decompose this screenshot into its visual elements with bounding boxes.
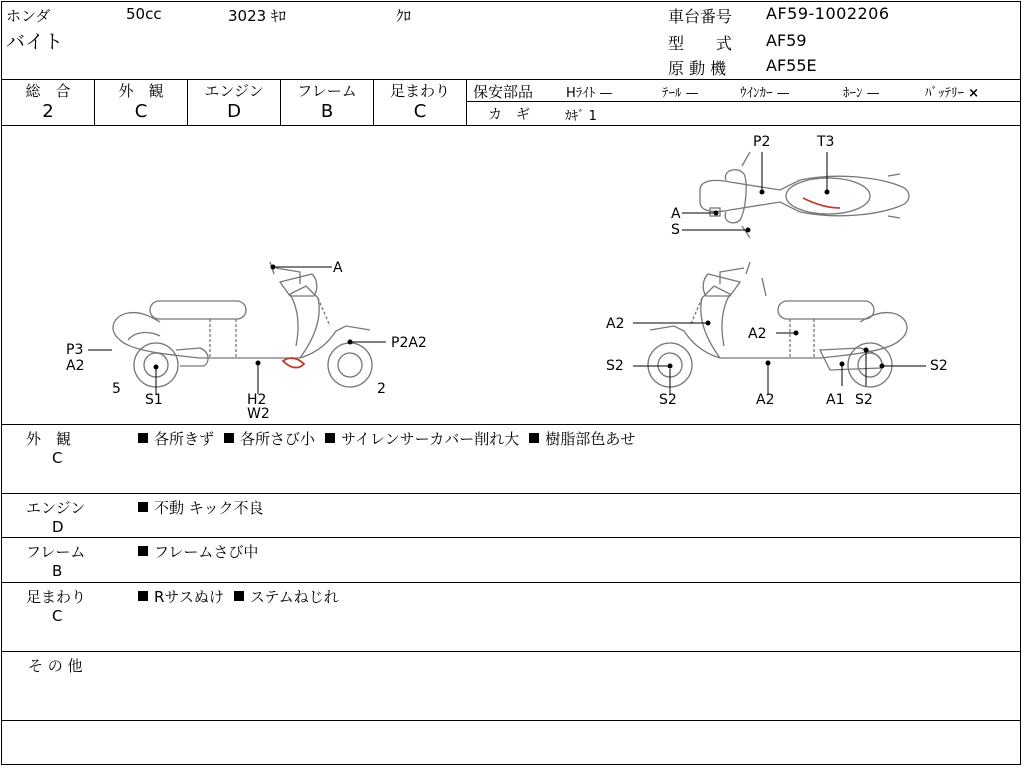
damage-mark xyxy=(283,358,304,367)
divider xyxy=(1,424,1021,425)
label-right-s2-muffler: S2 xyxy=(855,392,873,408)
part-winker: ｳｲﾝｶｰ — xyxy=(740,86,790,101)
label-left-p2a2: P2A2 xyxy=(391,335,427,351)
divider xyxy=(1,720,1021,721)
remark-grade-exterior: C xyxy=(52,449,63,467)
remark-label-frame: フレーム xyxy=(26,543,86,561)
label-left-a2: A2 xyxy=(66,358,85,374)
divider xyxy=(466,101,1021,102)
divider xyxy=(1,651,1021,652)
remark-grade-suspension: C xyxy=(52,607,63,625)
remark-label-suspension: 足まわり xyxy=(26,588,87,606)
damage-diagram xyxy=(0,126,1024,424)
grade-label-engine: エンジン xyxy=(204,82,264,100)
remark-label-exterior: 外 観 xyxy=(26,430,72,448)
grade-label-overall: 総 合 xyxy=(25,82,71,100)
grade-value-engine: D xyxy=(227,101,241,122)
label-left-s1: S1 xyxy=(145,392,163,408)
scooter-top-view xyxy=(700,152,909,238)
frame-no: AF59-1002206 xyxy=(766,4,890,23)
part-horn: ﾎｰﾝ — xyxy=(843,86,880,101)
label-top-s: S xyxy=(671,222,680,238)
divider xyxy=(466,79,467,125)
damage-mark xyxy=(803,198,840,208)
remark-grade-frame: B xyxy=(52,562,63,580)
divider xyxy=(1,537,1021,538)
grade-value-exterior: C xyxy=(134,101,148,122)
displacement: 50cc xyxy=(126,5,162,23)
grade-value-frame: B xyxy=(320,101,334,122)
label-right-a2-floor: A2 xyxy=(756,392,775,408)
grade-label-exterior: 外 観 xyxy=(118,82,164,100)
remark-grade-engine: D xyxy=(52,518,64,536)
frame-no-label: 車台番号 xyxy=(668,7,733,26)
label-right-a2-seat: A2 xyxy=(748,326,767,342)
label-right-a2-front: A2 xyxy=(606,316,625,332)
remark-items-frame: フレームさび中 xyxy=(138,541,258,562)
part-tail: ﾃｰﾙ — xyxy=(662,86,699,101)
label-top-a: A xyxy=(671,206,681,222)
label-left-h2: H2 xyxy=(247,392,267,408)
grade-value-overall: 2 xyxy=(42,101,54,122)
label-left-w2: W2 xyxy=(247,406,270,422)
model-name: バイト xyxy=(6,31,64,53)
remark-label-engine: エンジン xyxy=(26,499,86,517)
divider xyxy=(1,493,1021,494)
remark-items-exterior: 各所きず 各所さび小 サイレンサーカバー削れ大 樹脂部色あせ xyxy=(138,428,635,449)
scooter-right-side-view xyxy=(648,262,907,387)
label-right-s2-wheel: S2 xyxy=(659,392,677,408)
grade-value-suspension: C xyxy=(413,101,427,122)
label-left-p3: P3 xyxy=(66,342,84,358)
key-value: ｶｷﾞ 1 xyxy=(565,109,597,124)
engine-value: AF55E xyxy=(766,56,817,75)
engine-label: 原 動 機 xyxy=(668,59,727,78)
remark-items-engine: 不動 キック不良 xyxy=(138,497,263,518)
label-right-s2-front: S2 xyxy=(606,358,624,374)
part-headlight: Hﾗｲﾄ — xyxy=(566,86,613,101)
key-label: カ ギ xyxy=(488,107,530,123)
label-left-2: 2 xyxy=(377,381,386,397)
color: ｸﾛ xyxy=(396,7,412,25)
parts-label: 保安部品 xyxy=(473,83,534,101)
label-top-t3: T3 xyxy=(817,134,835,150)
type-value: AF59 xyxy=(766,31,807,50)
label-right-s2-rear: S2 xyxy=(930,358,948,374)
label-top-p2: P2 xyxy=(753,134,771,150)
part-battery: ﾊﾞｯﾃﾘｰ × xyxy=(925,86,980,101)
remark-items-suspension: Rサスぬけ ステムねじれ xyxy=(138,586,339,607)
mileage: 3023 ｷﾛ xyxy=(228,7,286,25)
label-left-5: 5 xyxy=(112,381,121,397)
divider xyxy=(1,582,1021,583)
label-right-a1: A1 xyxy=(826,392,845,408)
maker: ホンダ xyxy=(6,7,51,25)
type-label: 型 式 xyxy=(668,34,733,53)
grade-label-suspension: 足まわり xyxy=(389,82,450,100)
label-left-a: A xyxy=(333,260,343,276)
remark-label-other: そ の 他 xyxy=(28,657,83,675)
scooter-left-side-view xyxy=(113,262,372,387)
grade-label-frame: フレーム xyxy=(297,82,357,100)
